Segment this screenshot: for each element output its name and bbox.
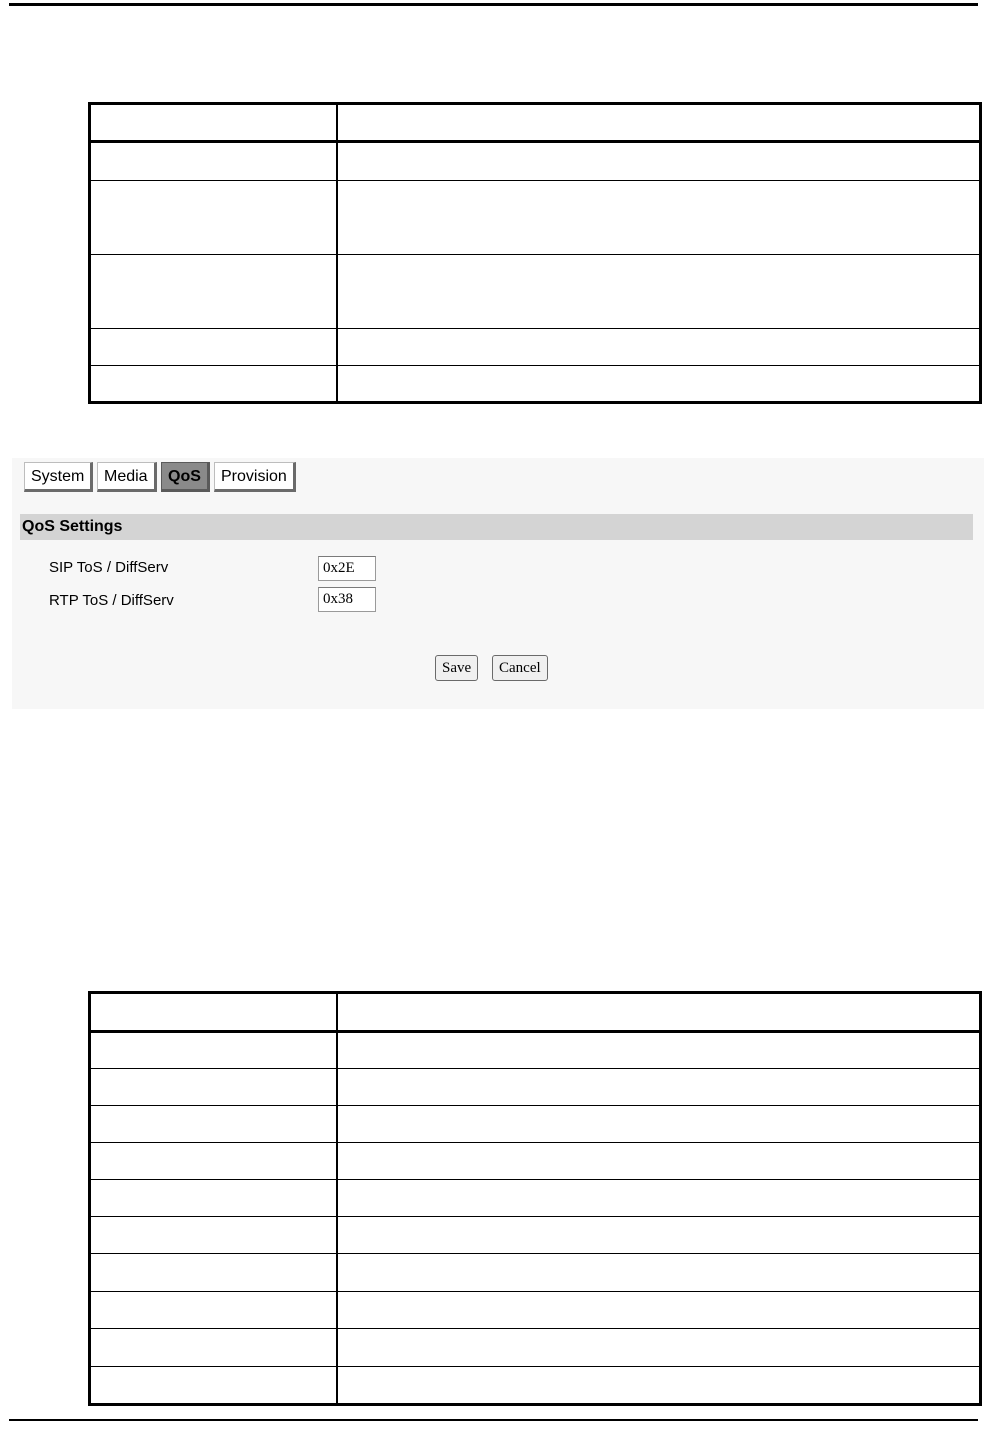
table-cell [90,255,337,329]
table-row [90,1292,981,1329]
table-row [90,1329,981,1367]
table-row [90,255,981,329]
table-cell [337,255,981,329]
table-cell [90,329,337,366]
top-rule [9,3,978,6]
table-cell [337,1032,981,1069]
cancel-button[interactable]: Cancel [492,655,548,681]
table-row [90,181,981,255]
table-cell [337,1106,981,1143]
qos-settings-panel [12,458,984,709]
table-row [90,993,981,1032]
table-cell [90,1217,337,1254]
table-row [90,1367,981,1405]
table-cell [90,1367,337,1405]
tab-system[interactable]: System [24,462,93,492]
table-cell [337,142,981,181]
table-cell [337,104,981,142]
table-row [90,1106,981,1143]
table-cell [337,1069,981,1106]
table-cell [90,366,337,403]
table-cell [90,1292,337,1329]
table-cell [337,1180,981,1217]
table-row [90,366,981,403]
table-cell [90,1329,337,1367]
table-cell [90,1069,337,1106]
table-cell [337,1367,981,1405]
table-cell [337,329,981,366]
sip-tos-label: SIP ToS / DiffServ [49,559,169,576]
table-cell [337,181,981,255]
top-table [88,102,982,404]
table-cell [90,1180,337,1217]
table-cell [337,1329,981,1367]
tab-provision[interactable]: Provision [214,462,296,492]
table-cell [90,1032,337,1069]
section-title: QoS Settings [20,514,973,540]
sip-tos-input[interactable] [318,556,376,581]
table-cell [90,1143,337,1180]
table-row [90,1180,981,1217]
table-row [90,1032,981,1069]
table-cell [90,181,337,255]
table-row [90,1143,981,1180]
table-row [90,142,981,181]
table-row [90,1217,981,1254]
table-row [90,329,981,366]
table-cell [90,1254,337,1292]
table-cell [90,1106,337,1143]
table-cell [337,366,981,403]
tab-qos[interactable]: QoS [161,462,210,492]
table-cell [90,104,337,142]
table-cell [337,1254,981,1292]
save-button[interactable]: Save [435,655,478,681]
rtp-tos-input[interactable] [318,587,376,612]
rtp-tos-label: RTP ToS / DiffServ [49,592,174,609]
table-cell [337,993,981,1032]
tab-media[interactable]: Media [97,462,157,492]
table-cell [337,1292,981,1329]
table-row [90,1254,981,1292]
table-cell [90,142,337,181]
table-cell [90,993,337,1032]
table-row [90,104,981,142]
table-cell [337,1143,981,1180]
bottom-table [88,991,982,1406]
bottom-rule [9,1419,978,1421]
table-row [90,1069,981,1106]
table-cell [337,1217,981,1254]
